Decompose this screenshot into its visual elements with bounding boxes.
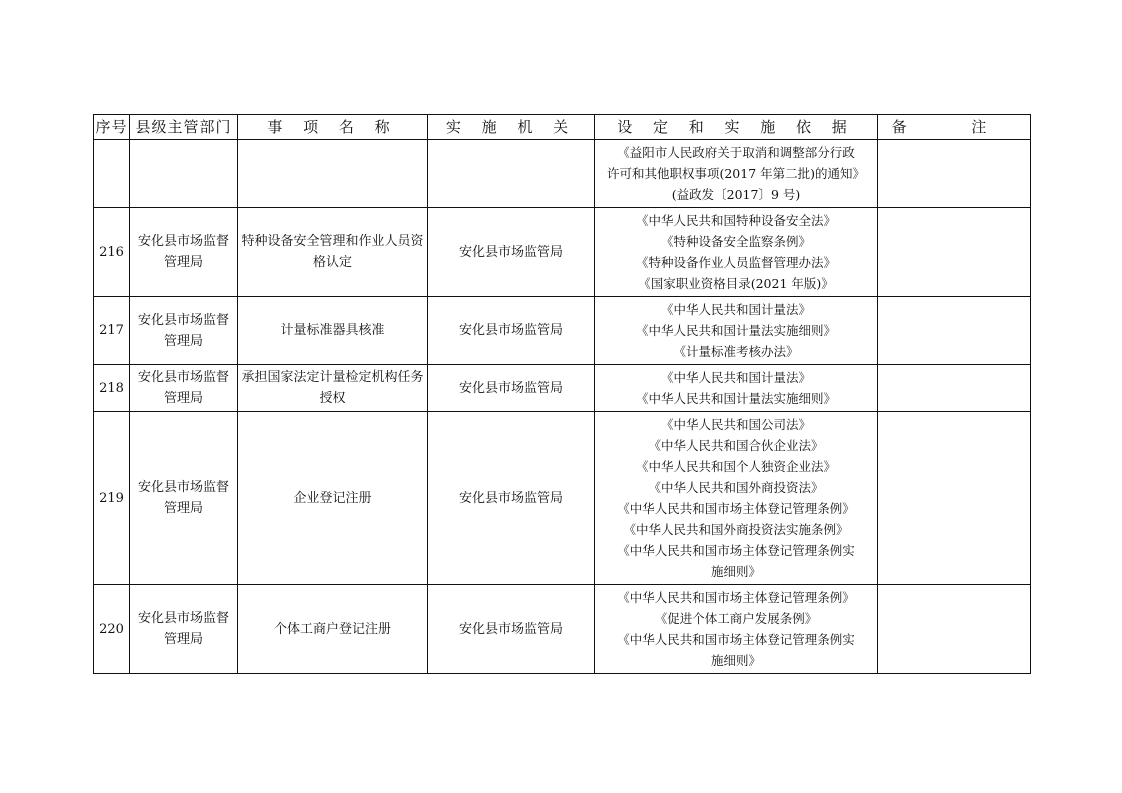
cell-note <box>878 585 1031 674</box>
cell-item-text: 特种设备安全管理和作业人员资格认定 <box>241 234 424 270</box>
basis-line: 许可和其他职权事项(2017 年第二批)的通知》 <box>606 166 866 181</box>
cell-seq <box>94 585 130 674</box>
table-body <box>94 140 1031 674</box>
basis-line: 《中华人民共和国计量法》 <box>660 370 811 385</box>
cell-seq <box>94 208 130 297</box>
cell-seq <box>94 412 130 585</box>
cell-basis <box>595 208 878 297</box>
header-note: 备 注 <box>878 115 1031 140</box>
basis-line: 《计量标准考核办法》 <box>673 344 799 359</box>
table-row <box>94 208 1031 297</box>
cell-dept <box>130 412 238 585</box>
cell-agency-text: 安化县市场监管局 <box>458 244 563 260</box>
basis-line: 《中华人民共和国个人独资企业法》 <box>635 459 836 474</box>
cell-basis <box>595 140 878 208</box>
basis-line: 《中华人民共和国外商投资法》 <box>648 480 824 495</box>
cell-item <box>238 585 428 674</box>
cell-basis <box>595 585 878 674</box>
basis-line: 《中华人民共和国合伙企业法》 <box>648 438 824 453</box>
cell-seq-text: 219 <box>99 490 124 506</box>
cell-note <box>878 140 1031 208</box>
cell-dept-text: 安化县市场监督管理局 <box>137 234 229 270</box>
table-row <box>94 365 1031 412</box>
cell-agency-text: 安化县市场监管局 <box>458 323 563 338</box>
cell-seq-text: 217 <box>99 323 124 338</box>
basis-line: 《促进个体工商户发展条例》 <box>654 611 818 626</box>
cell-agency <box>428 365 595 412</box>
cell-note <box>878 412 1031 585</box>
header-seq: 序号 <box>94 115 130 140</box>
cell-dept <box>130 297 238 365</box>
cell-item-text: 承担国家法定计量检定机构任务授权 <box>241 370 424 406</box>
basis-line: 《中华人民共和国计量法实施细则》 <box>635 391 836 406</box>
basis-line: 《中华人民共和国计量法实施细则》 <box>635 323 836 338</box>
cell-seq <box>94 140 130 208</box>
cell-note <box>878 297 1031 365</box>
cell-dept-text: 安化县市场监督管理局 <box>137 312 229 349</box>
cell-note <box>878 208 1031 297</box>
cell-basis <box>595 365 878 412</box>
cell-agency <box>428 208 595 297</box>
cell-dept <box>130 208 238 297</box>
cell-dept-text: 安化县市场监督管理局 <box>137 480 229 516</box>
cell-item-text: 企业登记注册 <box>293 490 372 506</box>
basis-line: 《中华人民共和国公司法》 <box>660 417 811 432</box>
cell-seq-text: 220 <box>99 621 124 637</box>
header-dept: 县级主管部门 <box>130 115 238 140</box>
cell-item <box>238 365 428 412</box>
header-item: 事 项 名 称 <box>238 115 428 140</box>
cell-note <box>878 365 1031 412</box>
cell-item-text: 计量标准器具核准 <box>280 323 385 338</box>
cell-agency <box>428 585 595 674</box>
cell-seq <box>94 365 130 412</box>
basis-line: (益政发〔2017〕9 号) <box>671 187 801 202</box>
cell-basis <box>595 297 878 365</box>
administrative-items-table <box>93 114 1031 674</box>
basis-line: 《中华人民共和国计量法》 <box>660 302 811 317</box>
basis-line: 《中华人民共和国市场主体登记管理条例实 <box>617 632 855 647</box>
header-agency: 实 施 机 关 <box>428 115 595 140</box>
table-row <box>94 412 1031 585</box>
basis-line: 施细则》 <box>710 564 761 579</box>
basis-line: 《中华人民共和国外商投资法实施条例》 <box>623 522 849 537</box>
table-row <box>94 140 1031 208</box>
cell-item <box>238 412 428 585</box>
cell-item <box>238 208 428 297</box>
cell-seq <box>94 297 130 365</box>
basis-line: 《特种设备安全监察条例》 <box>660 234 811 249</box>
cell-dept <box>130 365 238 412</box>
cell-agency-text: 安化县市场监管局 <box>458 380 563 396</box>
cell-agency-text: 安化县市场监管局 <box>458 621 563 637</box>
cell-item-text: 个体工商户登记注册 <box>273 621 391 637</box>
table-header-row <box>94 115 1031 140</box>
cell-dept <box>130 140 238 208</box>
cell-agency-text: 安化县市场监管局 <box>458 490 563 506</box>
header-basis: 设 定 和 实 施 依 据 <box>595 115 878 140</box>
cell-item <box>238 297 428 365</box>
table-row <box>94 297 1031 365</box>
cell-basis <box>595 412 878 585</box>
cell-agency <box>428 412 595 585</box>
cell-seq-text: 218 <box>99 380 124 396</box>
basis-line: 《益阳市人民政府关于取消和调整部分行政 <box>617 145 855 160</box>
cell-dept-text: 安化县市场监督管理局 <box>137 370 229 406</box>
cell-dept <box>130 585 238 674</box>
basis-line: 《中华人民共和国特种设备安全法》 <box>635 213 836 228</box>
basis-line: 《国家职业资格目录(2021 年版)》 <box>638 276 834 291</box>
cell-item <box>238 140 428 208</box>
table-row <box>94 585 1031 674</box>
cell-agency <box>428 297 595 365</box>
basis-line: 《特种设备作业人员监督管理办法》 <box>635 255 836 270</box>
basis-line: 《中华人民共和国市场主体登记管理条例》 <box>617 590 855 605</box>
cell-seq-text: 216 <box>99 244 124 260</box>
basis-line: 《中华人民共和国市场主体登记管理条例实 <box>617 543 855 558</box>
cell-dept-text: 安化县市场监督管理局 <box>137 611 229 647</box>
cell-agency <box>428 140 595 208</box>
basis-line: 施细则》 <box>710 653 761 668</box>
basis-line: 《中华人民共和国市场主体登记管理条例》 <box>617 501 855 516</box>
